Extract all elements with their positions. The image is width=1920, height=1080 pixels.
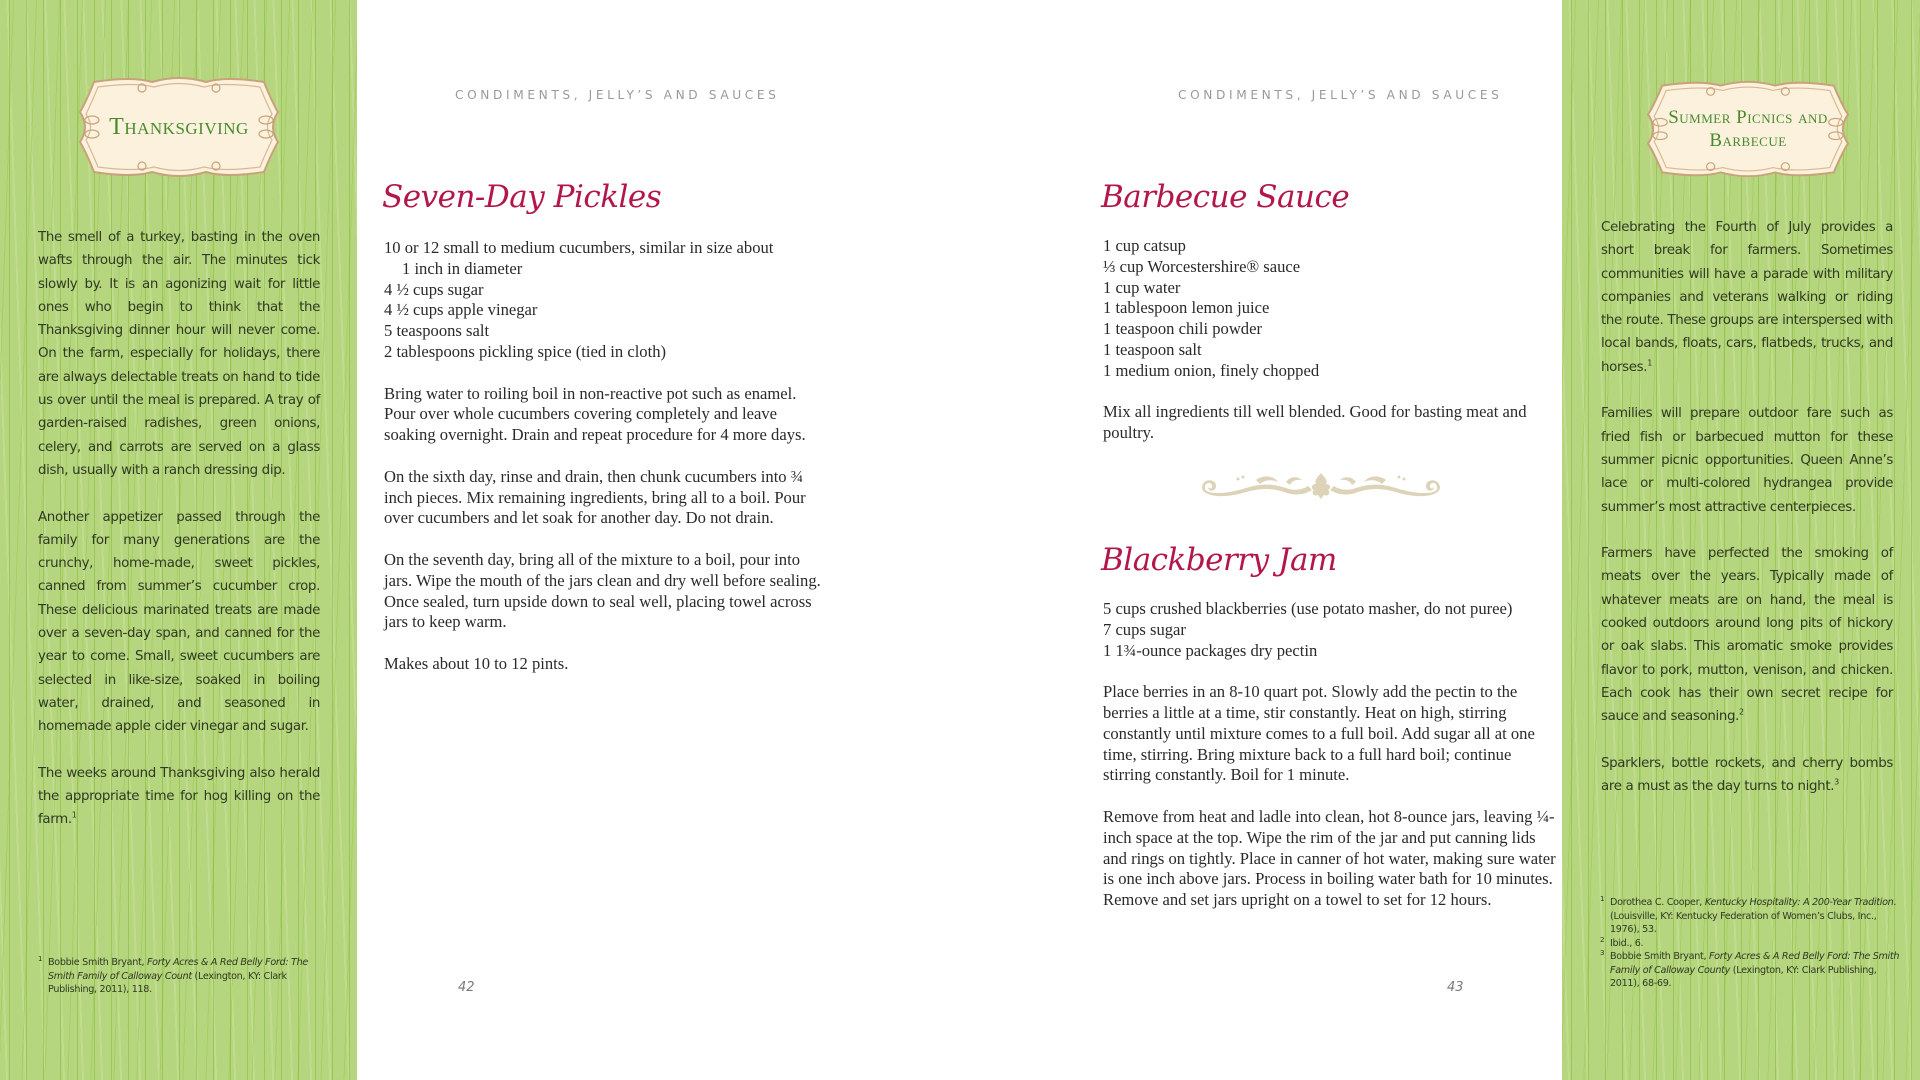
recipe-title-barbecue-sauce: Barbecue Sauce bbox=[1101, 179, 1350, 215]
footnote: 2 Ibid., 6. bbox=[1600, 935, 1644, 949]
footnote-ref[interactable]: 3 bbox=[1834, 777, 1839, 787]
ingredient-line: 5 teaspoons salt bbox=[384, 321, 490, 341]
summer-picnics-label-frame bbox=[1640, 76, 1856, 182]
recipe-body-barbecue-sauce bbox=[1103, 236, 1543, 444]
recipe-step: On the sixth day, rinse and drain, then chunk cucumbers into ¾ inch pieces. Mix remaining ingredients, bring all to a boil. Pour over cucumbers and let soak for another day. Do not drain. bbox=[384, 466, 806, 528]
right-footnotes bbox=[1600, 896, 1900, 991]
ingredient-line: 10 or 12 small to medium cucumbers, similar in size about bbox=[384, 238, 774, 257]
footnote-ref[interactable]: 1 bbox=[1647, 358, 1652, 368]
ingredient-line: 5 cups crushed blackberries (use potato masher, do not puree) bbox=[1103, 599, 1513, 618]
ingredient-line: ⅓ cup Worcestershire® sauce bbox=[1103, 256, 1301, 276]
ingredient-line: 1 inch in diameter bbox=[402, 258, 523, 278]
sidebar-paragraph: The smell of a turkey, basting in the oven wafts through the air. The minutes tick slowly by. It is an agonizing wait for little ones who begin to think that the Thanksgiving dinner hour will never come. On the farm, especially for holidays, there are always delectable treats on hand to tide us over until the meal is prepared. A tray of garden-raised radishes, green onions, celery, and carrots are served on a glass dish, usually with a ranch dressing dip. bbox=[38, 230, 320, 478]
sidebar-paragraph: Farmers have perfected the smoking of meats over the years. Typically made of whatever meats are on hand, the meal is cooked outdoors around long pits of hickory or oak slabs. This aromatic smoke provides flavor to pork, mutton, venison, and chicken. Each cook has their own secret recipe for sauce and seasoning.$^2$ bbox=[1601, 546, 1893, 725]
page-number-right: 43 bbox=[1447, 980, 1464, 995]
running-head-left: CONDIMENTS, JELLY’S AND SAUCES bbox=[455, 88, 780, 102]
recipe-title-blackberry-jam: Blackberry Jam bbox=[1101, 542, 1337, 578]
footnote: 1 Bobbie Smith Bryant, Forty Acres & A Red Belly Ford: The Smith Family of Calloway Count (Lexington, KY: Clark Publishing, 2011), 118. bbox=[38, 955, 308, 995]
recipe-step: Place berries in an 8-10 quart pot. Slowly add the pectin to the berries a little at a time, stir constantly. Heat on high, stirring constantly until mixture comes to a full boil. Add sugar all at one time, stirring. Bring mixture back to a full hard boil; continue stirring constantly. Boil for 1 minute. bbox=[1103, 682, 1535, 785]
ingredient-line: 1 teaspoon chili powder bbox=[1103, 319, 1262, 339]
recipe-step: Mix all ingredients till well blended. Good for basting meat and poultry. bbox=[1103, 402, 1527, 443]
footnote-ref[interactable]: 2 bbox=[1739, 707, 1744, 717]
footnote-ref[interactable]: 1 bbox=[71, 810, 77, 820]
running-head-right: CONDIMENTS, JELLY’S AND SAUCES bbox=[1178, 88, 1503, 102]
ingredient-line: 2 tablespoons pickling spice (tied in cloth) bbox=[384, 341, 667, 361]
footnote: 3 Bobbie Smith Bryant, Forty Acres & A Red Belly Ford: The Smith Family of Calloway County (Lexington, KY: Clark Publishing, 2011), 68-69. bbox=[1600, 949, 1900, 989]
ingredient-line: 4 ½ cups sugar bbox=[384, 279, 484, 299]
left-footnotes bbox=[38, 956, 308, 997]
ingredient-line: 1 cup catsup bbox=[1103, 236, 1186, 255]
ingredient-line: 1 tablespoon lemon juice bbox=[1103, 298, 1270, 318]
flourish-ornament-icon bbox=[1198, 470, 1444, 500]
recipe-body-blackberry-jam bbox=[1103, 599, 1559, 911]
thanksgiving-sidebar-text bbox=[38, 226, 320, 855]
ingredient-line: 7 cups sugar bbox=[1103, 619, 1186, 639]
sidebar-label-summer-picnics: Summer Picnics and Barbecue bbox=[1668, 107, 1828, 151]
page-number-left: 42 bbox=[458, 980, 475, 995]
sidebar-paragraph: Sparklers, bottle rockets, and cherry bombs are a must as the day turns to night.$^3$ bbox=[1601, 755, 1893, 795]
ingredient-line: 1 teaspoon salt bbox=[1103, 339, 1202, 359]
recipe-title-seven-day-pickles: Seven-Day Pickles bbox=[382, 179, 662, 215]
recipe-step: Bring water to roiling boil in non-reactive pot such as enamel. Pour over whole cucumbers covering completely and leave soaking overnight. Drain and repeat procedure for 4 more days. bbox=[384, 383, 806, 445]
sidebar-paragraph: Families will prepare outdoor fare such as fried fish or barbecued mutton for these summer picnic opportunities. Queen Anne’s lace or multi-colored hydrangea provide summer’s most attractive centerpieces. bbox=[1601, 406, 1893, 515]
recipe-step: Remove from heat and ladle into clean, hot 8-ounce jars, leaving ¼-inch space at the top. Wipe the rim of the jar and put canning lids and rings on tightly. Place in canner of hot water, making sure water is one inch above jars. Process in boiling water bath for 10 minutes. Remove and set jars upright on a towel to set for 12 hours. bbox=[1103, 806, 1556, 910]
summer-picnics-sidebar-text bbox=[1601, 216, 1893, 822]
sidebar-paragraph: The weeks around Thanksgiving also herald the appropriate time for hog killing on the farm.$^1$ bbox=[38, 765, 320, 828]
footnote: 1 Dorothea C. Cooper, Kentucky Hospitality: A 200-Year Tradition. (Louisville, KY: Kentucky Federation of Women’s Clubs, Inc., 1976), 53. bbox=[1600, 895, 1897, 935]
recipe-body-seven-day-pickles bbox=[384, 238, 824, 675]
ingredient-line: 1 1¾-ounce packages dry pectin bbox=[1103, 640, 1318, 660]
sidebar-paragraph: Another appetizer passed through the family for many generations are the crunchy, home-made, sweet pickles, canned from summer’s cucumber crop. These delicious marinated treats are made over a seven-day span, and canned for the year to come. Small, sweet cucumbers are selected in like-size, soaked in boiling water, drained, and seasoned in homemade apple cider vinegar and sugar. bbox=[38, 509, 320, 735]
recipe-step: On the seventh day, bring all of the mixture to a boil, pour into jars. Wipe the mouth of the jars clean and dry well before sealing. Once sealed, turn upside down to seal well, placing towel across jars to keep warm. bbox=[384, 549, 821, 632]
ingredient-line: 4 ½ cups apple vinegar bbox=[384, 300, 538, 320]
ingredient-line: 1 medium onion, finely chopped bbox=[1103, 360, 1320, 380]
recipe-yield: Makes about 10 to 12 pints. bbox=[384, 653, 569, 673]
ingredient-line: 1 cup water bbox=[1103, 277, 1181, 297]
thanksgiving-label-frame bbox=[72, 72, 286, 182]
sidebar-paragraph: Celebrating the Fourth of July provides a short break for farmers. Sometimes communities will have a parade with military companies and veterans walking or riding the route. These groups are interspersed with local bands, floats, cars, flatbeds, trucks, and horses.$^1$ bbox=[1601, 220, 1893, 375]
sidebar-label-thanksgiving: Thanksgiving bbox=[109, 113, 249, 140]
